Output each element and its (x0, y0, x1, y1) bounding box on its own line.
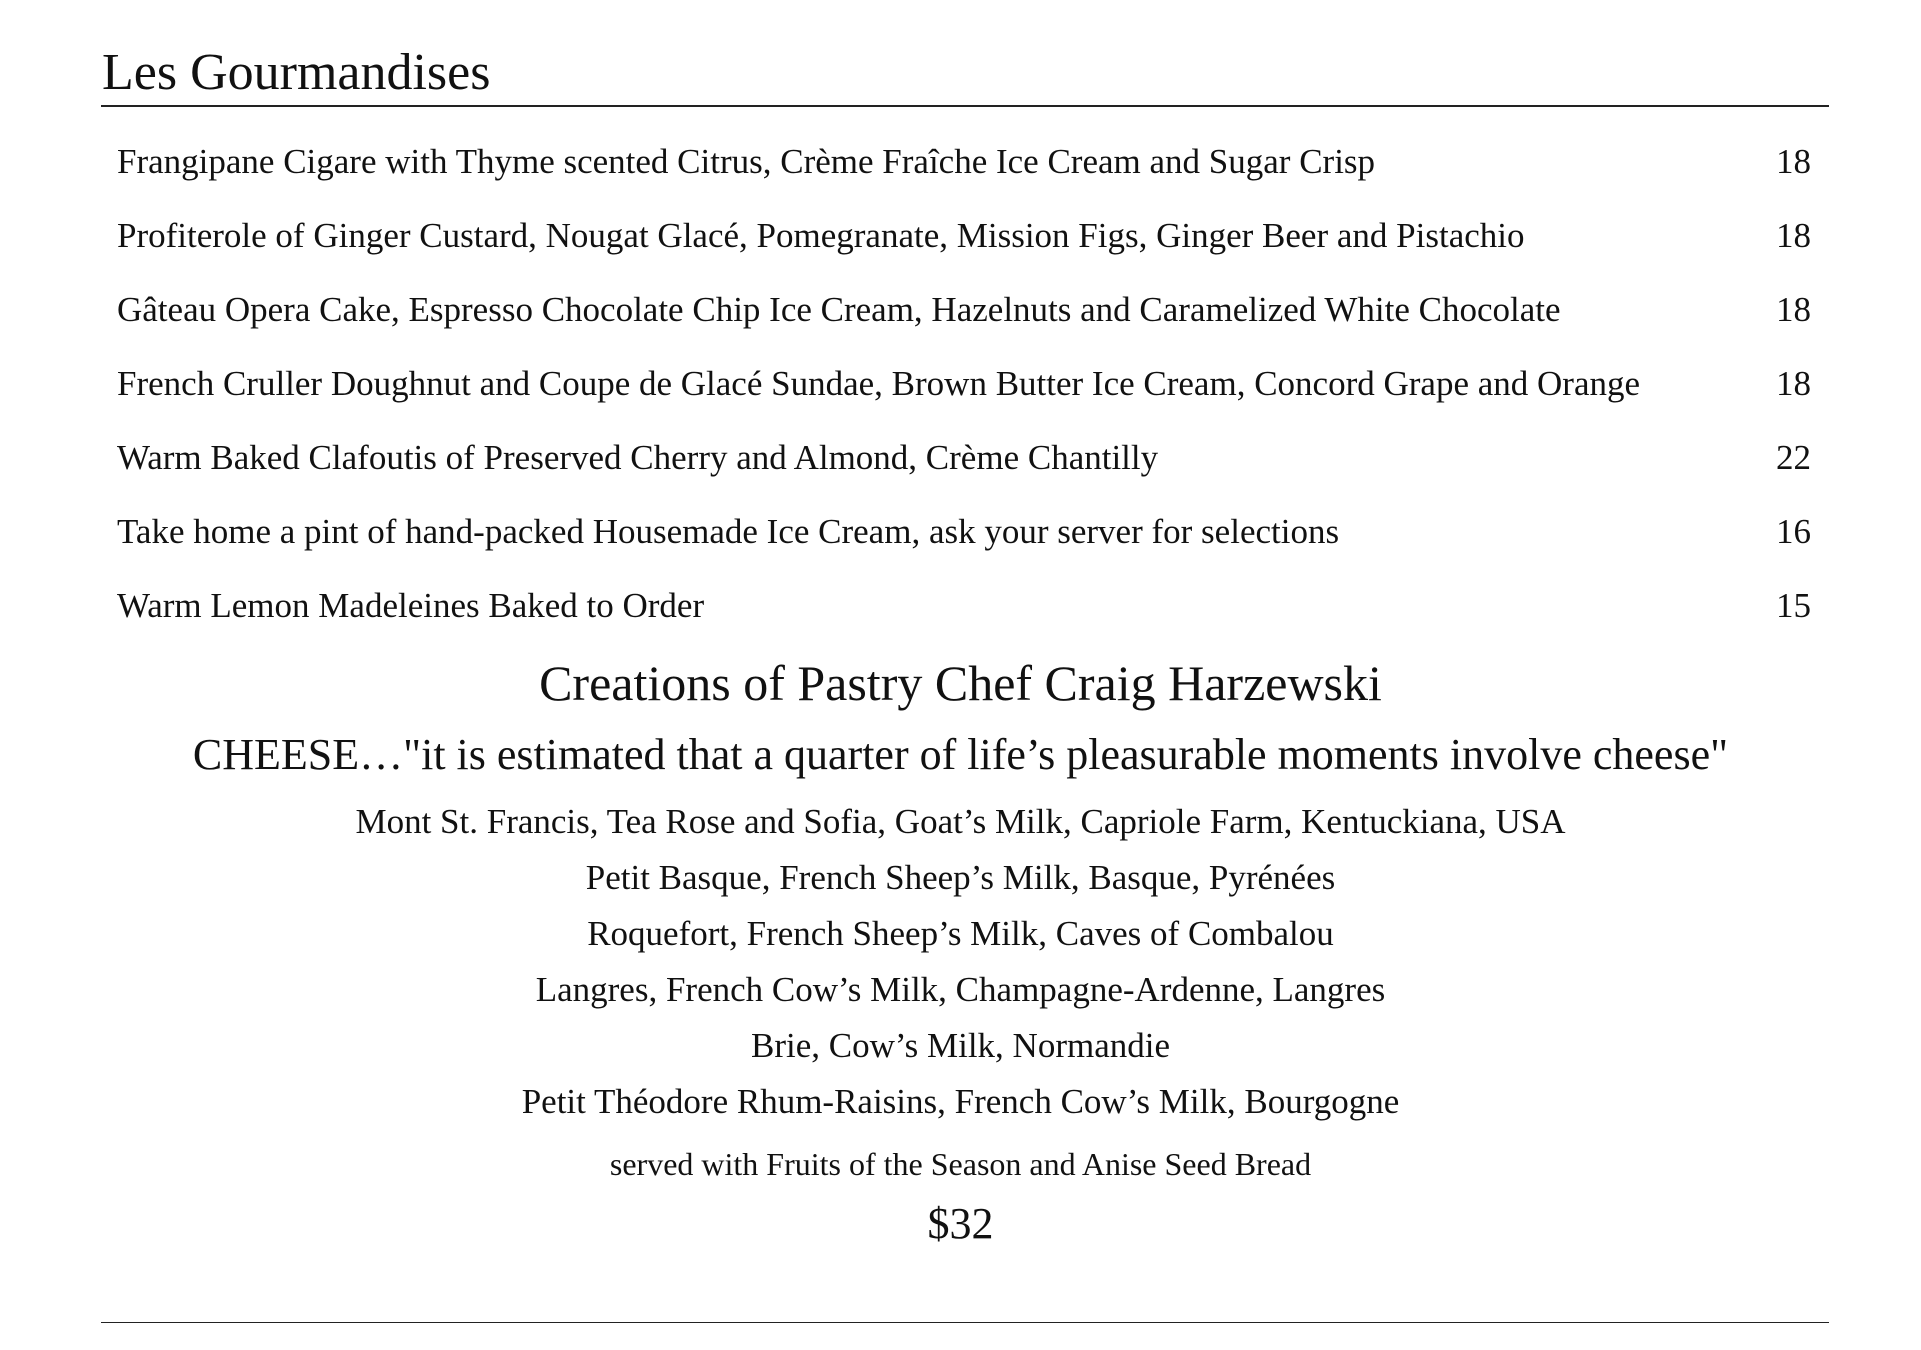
dessert-price: 18 (1776, 364, 1811, 403)
dessert-item (117, 506, 1811, 580)
cheese-item: Petit Théodore Rhum-Raisins, French Cow’s Milk, Bourgogne (521, 1082, 1400, 1121)
cheese-item: Brie, Cow’s Milk, Normandie (751, 1026, 1170, 1065)
dessert-price: 16 (1776, 512, 1811, 551)
top-divider (101, 105, 1829, 107)
dessert-item (117, 432, 1811, 506)
dessert-price: 22 (1776, 438, 1811, 477)
chef-credit: Creations of Pastry Chef Craig Harzewski (539, 655, 1382, 711)
bottom-divider (101, 1322, 1829, 1323)
dessert-list (117, 136, 1811, 654)
cheese-accompaniment: served with Fruits of the Season and Anise Seed Bread (609, 1146, 1312, 1182)
dessert-price: 18 (1776, 142, 1811, 181)
dessert-name: Frangipane Cigare with Thyme scented Citrus, Crème Fraîche Ice Cream and Sugar Crisp (117, 142, 1376, 181)
cheese-item: Mont St. Francis, Tea Rose and Sofia, Goat’s Milk, Capriole Farm, Kentuckiana, USA (355, 802, 1566, 841)
dessert-item (117, 358, 1811, 432)
dessert-name: Warm Lemon Madeleines Baked to Order (117, 586, 705, 625)
dessert-item (117, 284, 1811, 358)
dessert-price: 18 (1776, 216, 1811, 255)
dessert-item (117, 136, 1811, 210)
cheese-price: $32 (927, 1199, 994, 1248)
cheese-item: Langres, French Cow’s Milk, Champagne-Ardenne, Langres (535, 970, 1386, 1009)
dessert-name: Gâteau Opera Cake, Espresso Chocolate Chip Ice Cream, Hazelnuts and Caramelized White Chocolate (117, 290, 1561, 329)
dessert-price: 15 (1776, 586, 1811, 625)
cheese-quote: CHEESE…"it is estimated that a quarter of life’s pleasurable moments involve cheese" (192, 730, 1729, 779)
cheese-list (0, 796, 1921, 1132)
dessert-name: Warm Baked Clafoutis of Preserved Cherry and Almond, Crème Chantilly (117, 438, 1159, 477)
cheese-item: Petit Basque, French Sheep’s Milk, Basque, Pyrénées (585, 858, 1336, 897)
dessert-name: Take home a pint of hand-packed Housemade Ice Cream, ask your server for selections (117, 512, 1340, 551)
dessert-item (117, 580, 1811, 654)
dessert-item (117, 210, 1811, 284)
dessert-price: 18 (1776, 290, 1811, 329)
dessert-name: French Cruller Doughnut and Coupe de Glacé Sundae, Brown Butter Ice Cream, Concord Grape and Orange (117, 364, 1641, 403)
section-heading: Les Gourmandises (102, 44, 491, 101)
cheese-item: Roquefort, French Sheep’s Milk, Caves of Combalou (587, 914, 1334, 953)
dessert-name: Profiterole of Ginger Custard, Nougat Glacé, Pomegranate, Mission Figs, Ginger Beer and Pistachio (117, 216, 1525, 255)
